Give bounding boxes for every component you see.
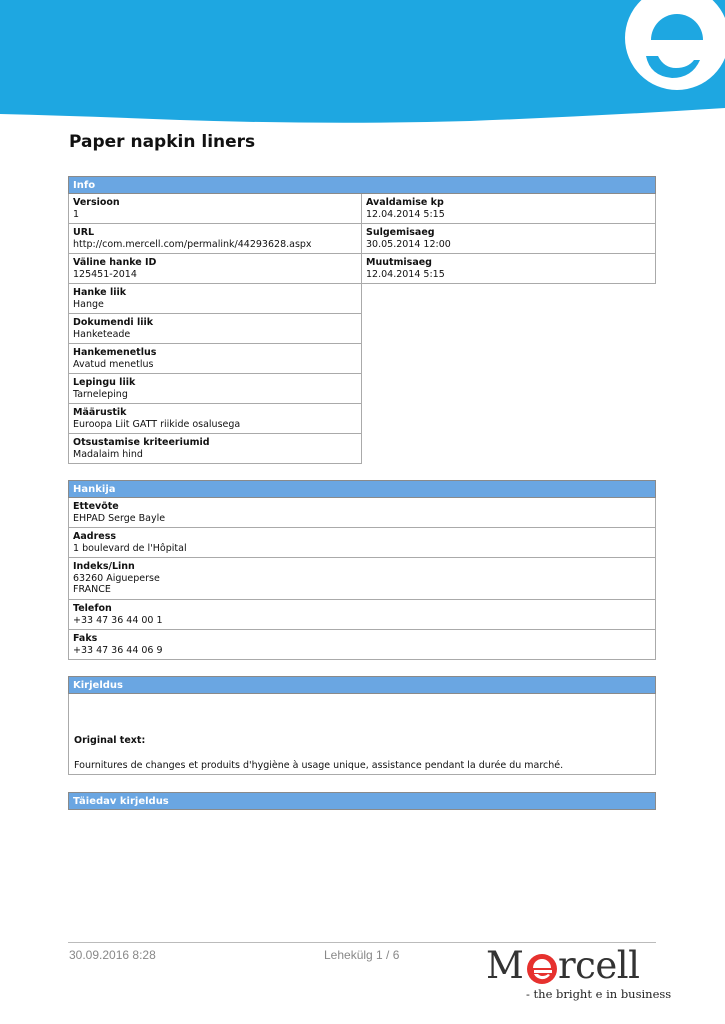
field-label: URL [73,227,95,238]
info-field [68,194,362,224]
field-value: Avatud menetlus [73,358,154,370]
field-value: EHPAD Serge Bayle [73,512,166,524]
hankija-field [68,630,656,660]
field-label: Indeks/Linn [73,561,135,572]
field-label: Lepingu liik [73,377,136,388]
field-label: Sulgemisaeg [366,227,435,238]
mercell-logo [486,944,672,1004]
info-field [68,404,362,434]
hankija-field [68,600,656,630]
info-field [361,194,656,224]
field-value: 1 [73,208,80,220]
logo-letters-rcell: rcell [558,944,640,987]
info-field [68,314,362,344]
field-value: Hanketeade [73,328,131,340]
hankija-section [68,480,656,660]
field-value: Euroopa Liit GATT riikide osalusega [73,418,241,430]
info-section-header: Info [68,176,656,194]
field-label: Dokumendi liik [73,317,154,328]
info-field [68,434,362,464]
field-value: 12.04.2014 5:15 [366,208,445,220]
field-label: Otsustamise kriteeriumid [73,437,210,448]
original-text-label: Original text: [74,735,146,746]
kirjeldus-section-header: Kirjeldus [68,676,656,694]
page-title: Paper napkin liners [69,132,256,152]
field-value: +33 47 36 44 06 9 [73,644,163,656]
info-section [68,176,656,464]
field-value: 12.04.2014 5:15 [366,268,445,280]
info-field [361,224,656,254]
info-field [68,284,362,314]
logo-e-icon [526,953,558,985]
hankija-field [68,558,656,600]
field-label: Avaldamise kp [366,197,444,208]
kirjeldus-section [68,676,656,775]
url-link[interactable]: http://com.mercell.com/permalink/44293628.aspx [73,238,312,250]
field-label: Hanke liik [73,287,127,298]
header-banner [0,0,725,124]
field-label: Määrustik [73,407,127,418]
field-value-country: FRANCE [73,584,111,595]
field-label: Muutmisaeg [366,257,432,268]
field-label: Faks [73,633,98,644]
hankija-section-header: Hankija [68,480,656,498]
field-value: Tarneleping [73,388,128,400]
info-field [361,254,656,284]
info-field [68,374,362,404]
field-label: Hankemenetlus [73,347,157,358]
info-field [68,344,362,374]
footer-date: 30.09.2016 8:28 [69,948,156,962]
info-field [68,254,362,284]
field-value: 1 boulevard de l'Hôpital [73,542,187,554]
description-body [68,694,656,775]
taiedav-section [68,792,656,810]
hankija-field [68,528,656,558]
field-label: Ettevõte [73,501,119,512]
footer-page-number: Lehekülg 1 / 6 [324,948,400,962]
logo-tagline: - the bright e in business [526,987,672,1001]
field-value: 30.05.2014 12:00 [366,238,451,250]
field-label: Telefon [73,603,112,614]
field-value: Hange [73,298,104,310]
field-label: Väline hanke ID [73,257,157,268]
info-field [68,224,362,254]
field-value: Madalaim hind [73,448,143,460]
footer-divider [68,942,656,943]
field-value: 125451-2014 [73,268,137,280]
original-text: Fournitures de changes et produits d'hygiène à usage unique, assistance pendant la durée du marché. [74,760,564,771]
field-label: Aadress [73,531,117,542]
field-label: Versioon [73,197,120,208]
field-value: 63260 Aigueperse [73,572,160,584]
hankija-field [68,498,656,528]
field-value: +33 47 36 44 00 1 [73,614,163,626]
taiedav-section-header: Täiedav kirjeldus [68,792,656,810]
logo-letter-m: M [486,944,524,987]
